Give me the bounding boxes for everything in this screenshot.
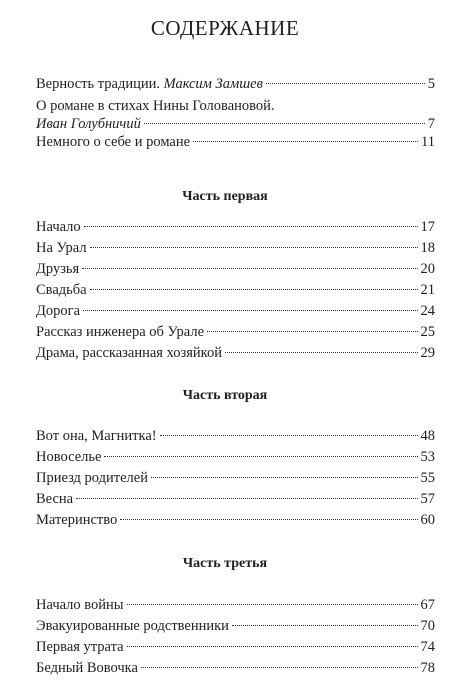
toc-page-number: 48 xyxy=(420,428,435,444)
toc-page-number: 78 xyxy=(420,660,435,676)
dot-leader xyxy=(141,667,418,668)
toc-entry-author: Максим Замшев xyxy=(163,76,263,92)
toc-entry-title: Весна xyxy=(36,491,74,507)
section-heading: Часть первая xyxy=(182,189,268,204)
dot-leader xyxy=(151,477,418,478)
toc-page-number: 74 xyxy=(420,639,435,655)
toc-entry[interactable] xyxy=(36,279,435,301)
dot-leader xyxy=(90,247,418,248)
toc-entry[interactable] xyxy=(36,657,435,679)
toc-entry-title: Начало xyxy=(36,219,81,235)
toc-entry-author: Иван Голубничий xyxy=(36,116,141,132)
toc-entry[interactable] xyxy=(36,446,435,468)
toc-entry[interactable] xyxy=(36,467,435,489)
toc-page-number: 29 xyxy=(420,345,435,361)
dot-leader xyxy=(127,646,418,647)
dot-leader xyxy=(104,456,417,457)
page-title: СОДЕРЖАНИЕ xyxy=(150,16,300,40)
toc-entry-title: Материнство xyxy=(36,512,118,528)
toc-page-number: 17 xyxy=(420,219,435,235)
toc-entry[interactable] xyxy=(36,258,435,280)
toc-page-number: 53 xyxy=(420,449,435,465)
toc-page-number: 18 xyxy=(420,240,435,256)
toc-entry-title: Эвакуированные родственники xyxy=(36,618,229,634)
toc-page-number: 24 xyxy=(420,303,435,319)
dot-leader xyxy=(83,310,417,311)
toc-entry-title: Немного о себе и романе xyxy=(36,134,191,150)
toc-page-number: 57 xyxy=(420,491,435,507)
dot-leader xyxy=(266,83,425,84)
dot-leader xyxy=(193,141,418,142)
toc-entry[interactable] xyxy=(36,216,435,238)
toc-entry-title: На Урал xyxy=(36,240,87,256)
toc-entry[interactable] xyxy=(36,594,435,616)
toc-entry-title: Верность традиции. xyxy=(36,76,164,92)
toc-page-number: 60 xyxy=(420,512,435,528)
toc-page-number: 11 xyxy=(421,134,435,150)
dot-leader xyxy=(225,352,418,353)
dot-leader xyxy=(127,604,418,605)
toc-page-number: 21 xyxy=(420,282,435,298)
dot-leader xyxy=(120,519,417,520)
toc-entry-title: О романе в стихах Нины Головановой. xyxy=(36,98,275,114)
dot-leader xyxy=(232,625,418,626)
toc-entry-title: Новоселье xyxy=(36,449,102,465)
toc-entry[interactable] xyxy=(36,131,435,153)
dot-leader xyxy=(207,331,417,332)
toc-entry[interactable] xyxy=(36,300,435,322)
toc-page-number: 5 xyxy=(427,76,435,92)
toc-page-number: 70 xyxy=(420,618,435,634)
toc-entry-title: Вот она, Магнитка! xyxy=(36,428,157,444)
toc-entry[interactable] xyxy=(36,425,435,447)
toc-entry-title: Друзья xyxy=(36,261,80,277)
dot-leader xyxy=(84,226,418,227)
toc-page-number: 55 xyxy=(420,470,435,486)
toc-page-number: 67 xyxy=(420,597,435,613)
dot-leader xyxy=(82,268,417,269)
toc-entry-title: Бедный Вовочка xyxy=(36,660,138,676)
toc-entry-title: Приезд родителей xyxy=(36,470,148,486)
toc-entry[interactable] xyxy=(36,509,435,531)
toc-entry-title: Свадьба xyxy=(36,282,87,298)
toc-entry-title: Начало войны xyxy=(36,597,124,613)
dot-leader xyxy=(76,498,417,499)
toc-entry-title: Первая утрата xyxy=(36,639,124,655)
toc-entry-title: Дорога xyxy=(36,303,81,319)
toc-entry[interactable] xyxy=(36,342,435,364)
section-heading: Часть третья xyxy=(182,556,268,571)
toc-page-number: 20 xyxy=(420,261,435,277)
toc-page-number: 7 xyxy=(427,116,435,132)
toc-entry[interactable] xyxy=(36,615,435,637)
toc-entry-title: Драма, рассказанная хозяйкой xyxy=(36,345,222,361)
toc-entry[interactable] xyxy=(36,321,435,343)
dot-leader xyxy=(144,123,425,124)
toc-entry[interactable] xyxy=(36,237,435,259)
toc-entry[interactable] xyxy=(36,488,435,510)
section-heading: Часть вторая xyxy=(182,388,268,403)
toc-entry-title: Рассказ инженера об Урале xyxy=(36,324,205,340)
toc-entry[interactable] xyxy=(36,636,435,658)
toc-page-number: 25 xyxy=(420,324,435,340)
toc-entry[interactable] xyxy=(36,73,435,95)
dot-leader xyxy=(160,435,418,436)
dot-leader xyxy=(90,289,418,290)
